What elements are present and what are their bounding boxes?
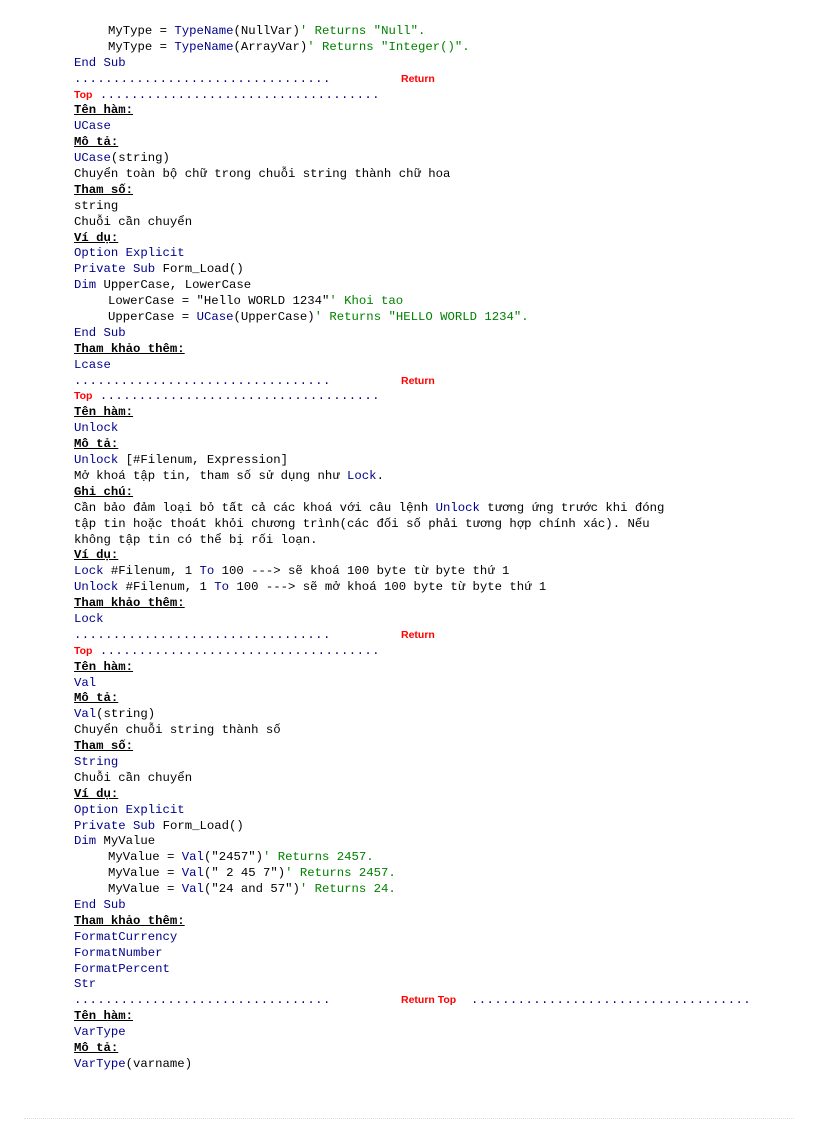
code-line: MyValue = Val(" 2 45 7")' Returns 2457. — [108, 866, 396, 881]
separator-top: Top .................................... — [74, 389, 380, 404]
code-line: End Sub — [74, 897, 126, 912]
label-description: Mô tả: — [74, 135, 119, 150]
separator-return-top: ................................. Return Top .................................... — [74, 993, 752, 1008]
code-line: LowerCase = "Hello WORLD 1234"' Khoi tao — [108, 294, 404, 309]
note-line: Cần bảo đảm loại bỏ tất cả các khoá với câu lệnh Unlock tương ứng trước khi đóng — [74, 500, 665, 515]
label-params: Tham số: — [74, 182, 134, 197]
param-desc: Chuỗi cần chuyển — [74, 214, 193, 229]
return-link[interactable]: Return — [401, 628, 435, 641]
top-link[interactable]: Top — [74, 644, 93, 657]
label-see-also: Tham khảo thêm: — [74, 341, 185, 356]
label-see-also: Tham khảo thêm: — [74, 596, 185, 611]
label-see-also: Tham khảo thêm: — [74, 913, 185, 928]
signature: VarType(varname) — [74, 1056, 193, 1071]
function-name: Val — [74, 675, 97, 690]
signature: UCase(string) — [74, 151, 170, 166]
label-description: Mô tả: — [74, 1041, 119, 1055]
function-name: VarType — [74, 1025, 126, 1040]
label-description: Mô tả: — [74, 437, 119, 452]
separator-return: ................................. Return — [74, 627, 435, 642]
description: Chuyển chuỗi string thành số — [74, 723, 281, 738]
see-also-link[interactable]: FormatPercent — [74, 961, 170, 976]
note-line: tập tin hoặc thoát khỏi chương trình(các đối số phải tương hợp chính xác). Nếu — [74, 516, 650, 531]
param-name: string — [74, 198, 119, 213]
code-line: UpperCase = UCase(UpperCase)' Returns "HELLO WORLD 1234". — [108, 310, 529, 325]
code-line: Private Sub Form_Load() — [74, 262, 244, 277]
code-line: Unlock #Filenum, 1 To 100 ---> sẽ mở khoá 100 byte từ byte thứ 1 — [74, 580, 547, 595]
label-function-name: Tên hàm: — [74, 103, 134, 118]
see-also-link[interactable]: FormatCurrency — [74, 929, 178, 944]
label-params: Tham số: — [74, 739, 134, 754]
label-note: Ghi chú: — [74, 484, 134, 499]
return-link[interactable]: Return — [401, 374, 435, 387]
param-desc: Chuỗi cần chuyển — [74, 770, 193, 785]
page-bottom-rule — [24, 1118, 794, 1119]
label-description: Mô tả: — [74, 691, 119, 706]
signature: Val(string) — [74, 707, 156, 722]
code-line: Private Sub Form_Load() — [74, 818, 244, 833]
description: Chuyển toàn bộ chữ trong chuỗi string thành chữ hoa — [74, 167, 451, 182]
label-example: Ví dụ: — [74, 230, 119, 245]
code-line: Option Explicit — [74, 802, 185, 817]
code-line: Dim MyValue — [74, 834, 156, 849]
see-also-link[interactable]: Lcase — [74, 357, 111, 372]
see-also-link[interactable]: Lock — [74, 611, 104, 626]
separator-return: ................................. Return — [74, 373, 435, 388]
separator-return: ................................. Return — [74, 71, 435, 86]
description: Mở khoá tập tin, tham số sử dụng như Lock. — [74, 468, 384, 483]
code-line: MyValue = Val("24 and 57")' Returns 24. — [108, 882, 396, 897]
return-top-link[interactable]: Return Top — [401, 994, 457, 1007]
param-name: String — [74, 754, 119, 769]
code-line: End Sub — [74, 325, 126, 340]
label-function-name: Tên hàm: — [74, 659, 134, 674]
return-link[interactable]: Return — [401, 72, 435, 85]
document-page — [74, 24, 794, 1073]
separator-top: Top .................................... — [74, 643, 380, 658]
code-line: MyValue = Val("2457")' Returns 2457. — [108, 850, 374, 865]
note-line: không tập tin có thể bị rối loạn. — [74, 532, 318, 547]
code-line: Option Explicit — [74, 246, 185, 261]
separator-top: Top .................................... — [74, 87, 380, 102]
label-function-name: Tên hàm: — [74, 405, 134, 420]
signature: Unlock [#Filenum, Expression] — [74, 453, 289, 468]
function-name: Unlock — [74, 421, 119, 436]
label-example: Ví dụ: — [74, 548, 119, 563]
label-example: Ví dụ: — [74, 786, 119, 801]
function-name: UCase — [74, 119, 111, 134]
code-line: MyType = TypeName(NullVar)' Returns "Null". — [108, 24, 426, 38]
code-line: End Sub — [74, 55, 126, 70]
code-line: MyType = TypeName(ArrayVar)' Returns "Integer()". — [108, 39, 470, 54]
code-line: Lock #Filenum, 1 To 100 ---> sẽ khoá 100 byte từ byte thứ 1 — [74, 564, 510, 579]
code-line: Dim UpperCase, LowerCase — [74, 278, 252, 293]
label-function-name: Tên hàm: — [74, 1009, 134, 1024]
see-also-link[interactable]: Str — [74, 977, 97, 992]
top-link[interactable]: Top — [74, 390, 93, 403]
top-link[interactable]: Top — [74, 88, 93, 101]
see-also-link[interactable]: FormatNumber — [74, 945, 163, 960]
